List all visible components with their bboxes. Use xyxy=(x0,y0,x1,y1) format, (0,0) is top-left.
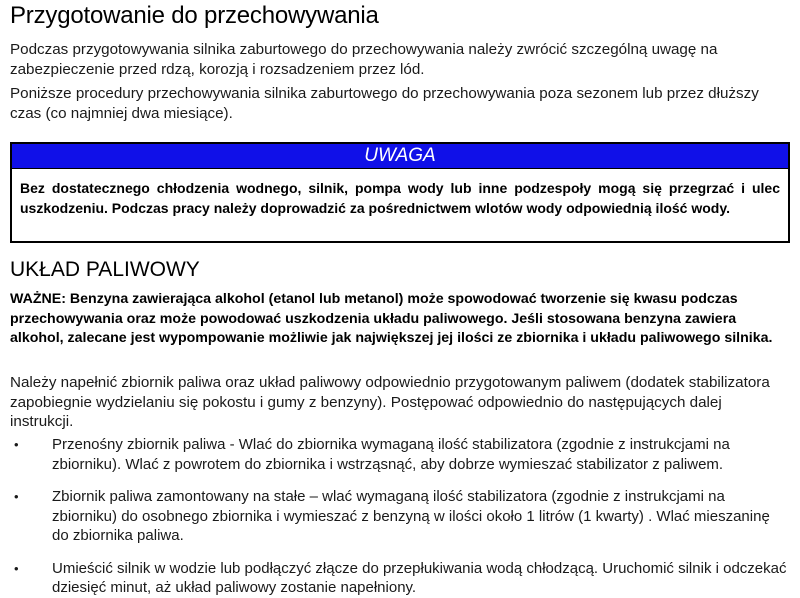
list-item xyxy=(10,559,790,598)
list-item xyxy=(10,487,790,546)
intro-paragraph-2: Poniższe procedury przechowywania silnika zaburtowego do przechowywania poza sezonem lub przez dłuższy czas (co najmniej dwa miesiące). xyxy=(10,85,759,122)
list-item-text: Przenośny zbiornik paliwa - Wlać do zbiornika wymaganą ilość stabilizatora (zgodnie z instrukcjami na zbiorniku). Wlać z powrotem do zbiornika i wstrząsnąć, aby dobrze wymieszać stabilizator z paliwem. xyxy=(52,436,730,473)
fuel-instructions-list xyxy=(10,435,790,598)
list-item-text: Zbiornik paliwa zamontowany na stałe – wlać wymaganą ilość stabilizatora (zgodnie z instrukcjami na zbiorniku) do osobnego zbiornika i wymieszać z benzyną w ilości około 1 litrów (1 kwarty) . Wlać mieszaninę do zbiornika paliwa. xyxy=(52,488,770,544)
warning-label: UWAGA xyxy=(12,144,788,169)
intro-paragraph-1: Podczas przygotowywania silnika zaburtowego do przechowywania należy zwrócić szczególną uwagę na zabezpieczenie przed rdzą, korozją i rozsadzeniem przez lód. xyxy=(10,41,718,78)
warning-box xyxy=(10,142,790,243)
fuel-section-heading: UKŁAD PALIWOWY xyxy=(10,258,200,281)
bullet-icon: • xyxy=(14,489,19,504)
page-title: Przygotowanie do przechowywania xyxy=(10,2,379,29)
warning-text: Bez dostatecznego chłodzenia wodnego, silnik, pompa wody lub inne podzespoły mogą się przegrzać i ulec uszkodzeniu. Podczas pracy należy doprowadzić za pośrednictwem wlotów wody odpowiednią ilość wody. xyxy=(20,180,780,216)
bullet-icon: • xyxy=(14,437,19,452)
list-item-text: Umieścić silnik w wodzie lub podłączyć złącze do przepłukiwania wodą chłodzącą. Uruchomić silnik i odczekać dziesięć minut, aż układ paliwowy zostanie napełniony. xyxy=(52,559,787,596)
list-item xyxy=(10,435,790,474)
bullet-icon: • xyxy=(14,560,19,576)
important-note: WAŻNE: Benzyna zawierająca alkohol (etanol lub metanol) może spowodować tworzenie się kwasu podczas przechowywania oraz może powodować uszkodzenia układu paliwowego. Jeśli stosowana benzyna zawiera alkohol, zalecane jest wypompowanie możliwie jak największej jej ilości ze zbiornika i układu paliwowego silnika. xyxy=(10,291,773,346)
fuel-paragraph: Należy napełnić zbiornik paliwa oraz układ paliwowy odpowiednio przygotowanym paliwem (dodatek stabilizatora zapobiegnie wydzielaniu się pokostu i gumy z benzyny). Postępować odpowiednio do następujących dalej instrukcji. xyxy=(10,374,770,430)
